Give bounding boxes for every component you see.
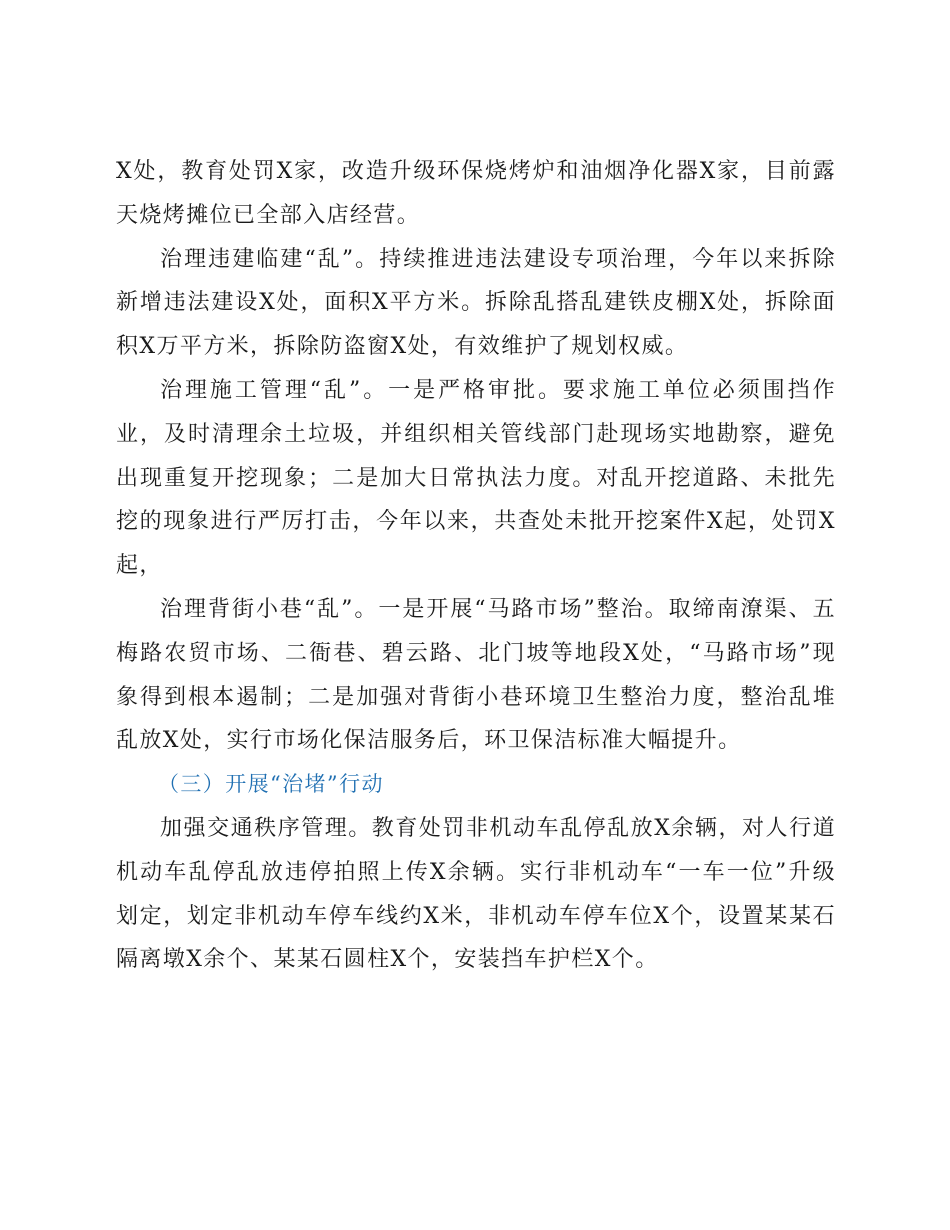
paragraph-back-streets: 治理背街小巷“乱”。一是开展“马路市场”整治。取缔南潦渠、五梅路农贸市场、二衙巷、碧云路、北门坡等地段X处，“马路市场”现象得到根本遏制；二是加强对背街小巷环境卫生整治力度，整治乱堆乱放X处，实行市场化保洁服务后，环卫保洁标准大幅提升。	[116, 596, 836, 754]
document-body	[116, 150, 836, 982]
paragraph-construction-management: 治理施工管理“乱”。一是严格审批。要求施工单位必须围挡作业，及时清理余土垃圾，并组织相关管线部门赴现场实地勘察，避免出现重复开挖现象；二是加大日常执法力度。对乱开挖道路、未批先挖的现象进行严厉打击，今年以来，共查处未批开挖案件X起，处罚X起，	[116, 377, 836, 579]
paragraph-traffic-order: 加强交通秩序管理。教育处罚非机动车乱停乱放X余辆，对人行道机动车乱停乱放违停拍照上传X余辆。实行非机动车“一车一位”升级划定，划定非机动车停车线约X米，非机动车停车位X个，设置某某石隔离墩X余个、某某石圆柱X个，安装挡车护栏X个。	[116, 815, 836, 973]
section-heading: （三）开展“治堵”行动	[158, 772, 384, 797]
paragraph-continuation: X处，教育处罚X家，改造升级环保烧烤炉和油烟净化器X家，目前露天烧烤摊位已全部入店经营。	[116, 159, 836, 228]
paragraph-illegal-construction: 治理违建临建“乱”。持续推进违法建设专项治理，今年以来拆除新增违法建设X处，面积X平方米。拆除乱搭乱建铁皮棚X处，拆除面积X万平方米，拆除防盗窗X处，有效维护了规划权威。	[116, 246, 836, 360]
